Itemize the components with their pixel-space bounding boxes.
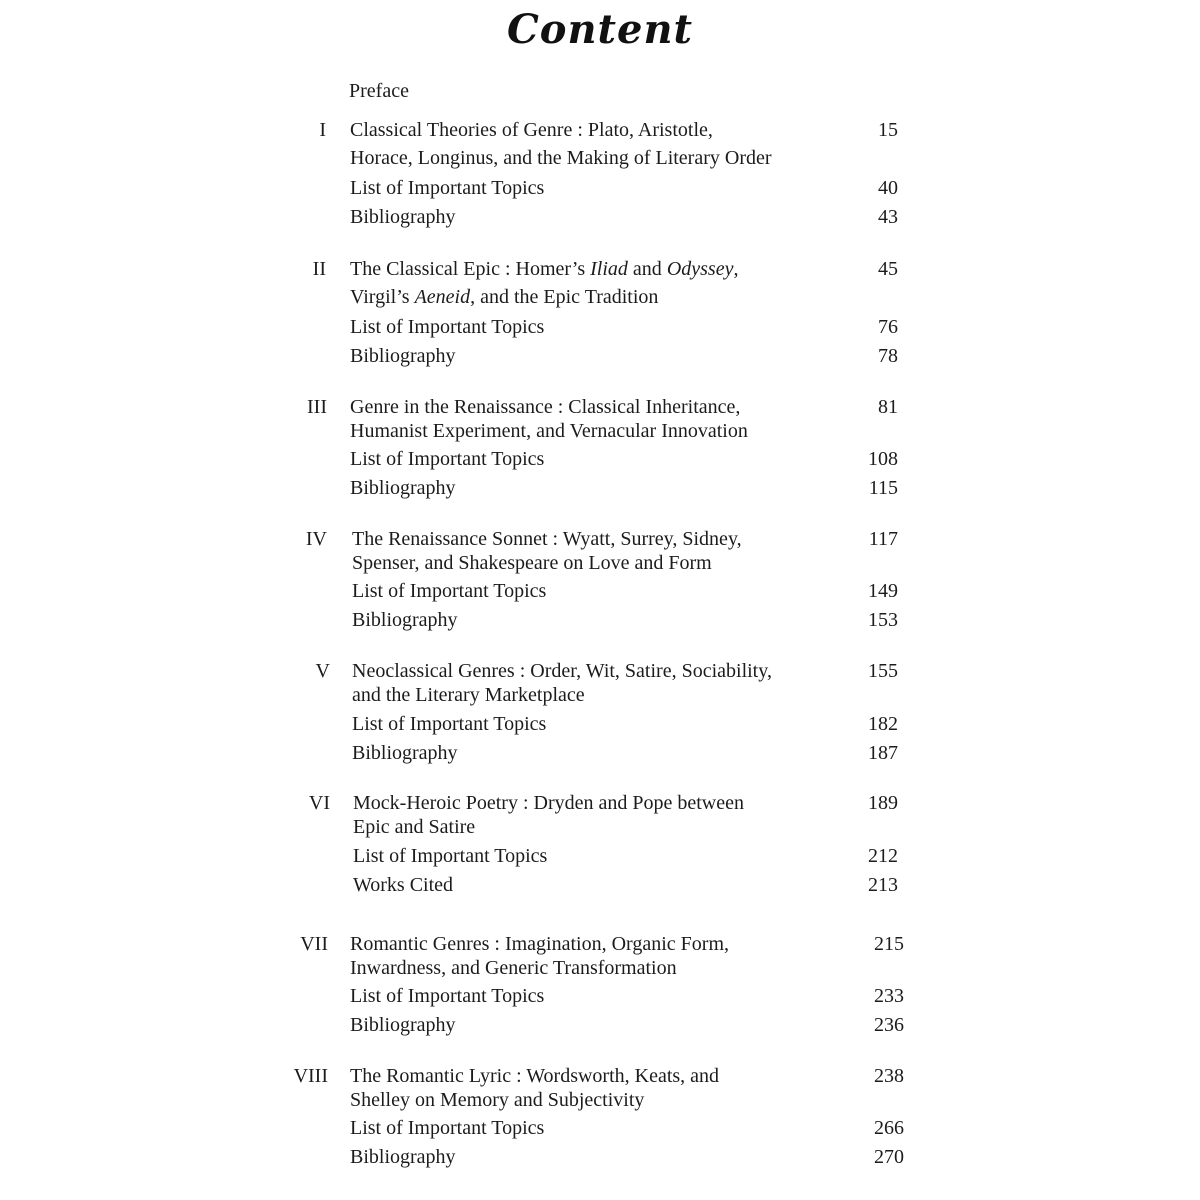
bibliography-row: [0, 344, 1200, 368]
chapter-title-line: Epic and Satire: [353, 816, 476, 838]
chapter-number: III: [307, 396, 327, 418]
chapter-number: VII: [300, 933, 328, 955]
chapter-title-line: Spenser, and Shakespeare on Love and Form: [352, 552, 712, 574]
list-of-topics-row: [0, 579, 1200, 603]
sub-entry-page: 78: [878, 345, 898, 367]
sub-entry-page: 108: [868, 448, 898, 470]
bibliography-row: [0, 476, 1200, 500]
chapter-title: [353, 791, 843, 839]
chapter-page-number: 117: [868, 528, 898, 550]
chapter-title: [350, 1064, 840, 1112]
chapter-title-line: Inwardness, and Generic Transformation: [350, 957, 677, 979]
sub-entry-label: Bibliography: [350, 345, 456, 367]
sub-entry-label: Bibliography: [352, 609, 458, 631]
chapter-page-number: 15: [878, 119, 898, 141]
italic-title-aeneid: Aeneid: [414, 286, 471, 308]
sub-entry-label: List of Important Topics: [353, 845, 548, 867]
sub-entry-label: List of Important Topics: [350, 316, 545, 338]
sub-entry-label: Bibliography: [350, 477, 456, 499]
chapter-number: VI: [308, 792, 330, 814]
sub-entry-page: 182: [868, 713, 898, 735]
bibliography-row: [0, 741, 1200, 765]
chapter-number: II: [312, 258, 326, 280]
chapter-title: [352, 659, 842, 707]
chapter-title-line: Shelley on Memory and Subjectivity: [350, 1089, 645, 1111]
list-of-topics-row: [0, 712, 1200, 736]
sub-entry-page: 76: [878, 316, 898, 338]
chapter-title-line: Virgil’s Aeneid, and the Epic Tradition: [350, 286, 659, 308]
sub-entry-label: List of Important Topics: [350, 448, 545, 470]
sub-entry-page: 212: [868, 845, 898, 867]
chapter-page-number: 155: [868, 660, 898, 682]
sub-entry-label: List of Important Topics: [352, 713, 547, 735]
chapter-page-number: 45: [878, 258, 898, 280]
sub-entry-page: 266: [874, 1117, 904, 1139]
sub-entry-page: 115: [868, 477, 898, 499]
chapter-title: [352, 527, 842, 575]
chapter-title: [350, 932, 840, 980]
chapter-entry-6: [0, 791, 1200, 901]
chapter-title-line: and the Literary Marketplace: [352, 684, 585, 706]
list-of-topics-row: [0, 315, 1200, 339]
chapter-page-number: 81: [878, 396, 898, 418]
sub-entry-label: List of Important Topics: [350, 985, 545, 1007]
chapter-title-line: Neoclassical Genres : Order, Wit, Satire, Sociability,: [352, 660, 772, 682]
list-of-topics-row: [0, 984, 1200, 1008]
sub-entry-page: 213: [868, 874, 898, 896]
sub-entry-page: 233: [874, 985, 904, 1007]
bibliography-row: [0, 1013, 1200, 1037]
chapter-entry-7: [0, 932, 1200, 1042]
sub-entry-page: 149: [868, 580, 898, 602]
page-title: Content: [506, 6, 694, 53]
sub-entry-label: Bibliography: [350, 206, 456, 228]
italic-title-odyssey: Odyssey: [666, 258, 734, 280]
chapter-number: V: [315, 660, 330, 682]
chapter-entry-1: [0, 118, 1200, 228]
works-cited-row: [0, 873, 1200, 897]
sub-entry-label: List of Important Topics: [350, 177, 545, 199]
chapter-page-number: 215: [874, 933, 904, 955]
list-of-topics-row: [0, 1116, 1200, 1140]
chapter-title-line: Mock-Heroic Poetry : Dryden and Pope between: [353, 792, 744, 814]
chapter-title: [350, 118, 840, 170]
list-of-topics-row: [0, 176, 1200, 200]
chapter-title: [350, 257, 840, 309]
sub-entry-page: 153: [868, 609, 898, 631]
sub-entry-label: Bibliography: [350, 1014, 456, 1036]
chapter-title-line: Classical Theories of Genre : Plato, Aristotle,: [350, 119, 713, 141]
chapter-title-line: The Romantic Lyric : Wordsworth, Keats, and: [350, 1065, 720, 1087]
bibliography-row: [0, 1145, 1200, 1169]
chapter-title-line: Humanist Experiment, and Vernacular Innovation: [350, 420, 748, 442]
chapter-title-line: Romantic Genres : Imagination, Organic Form,: [350, 933, 729, 955]
list-of-topics-row: [0, 447, 1200, 471]
chapter-title-line: The Classical Epic : Homer’s Iliad and Odyssey,: [350, 258, 739, 280]
sub-entry-label: Bibliography: [352, 742, 458, 764]
chapter-entry-2: [0, 257, 1200, 367]
chapter-title: [350, 395, 840, 443]
chapter-number: IV: [305, 528, 327, 550]
chapter-entry-8: [0, 1064, 1200, 1174]
preface-entry: Preface: [349, 80, 409, 102]
sub-entry-label: List of Important Topics: [350, 1117, 545, 1139]
bibliography-row: [0, 205, 1200, 229]
sub-entry-label: Bibliography: [350, 1146, 456, 1168]
chapter-page-number: 238: [874, 1065, 904, 1087]
chapter-title-line: Horace, Longinus, and the Making of Literary Order: [350, 147, 772, 169]
chapter-page-number: 189: [868, 792, 898, 814]
sub-entry-page: 236: [874, 1014, 904, 1036]
chapter-title-line: The Renaissance Sonnet : Wyatt, Surrey, Sidney,: [352, 528, 742, 550]
sub-entry-page: 43: [878, 206, 898, 228]
bibliography-row: [0, 608, 1200, 632]
list-of-topics-row: [0, 844, 1200, 868]
chapter-entry-3: [0, 395, 1200, 505]
sub-entry-label: List of Important Topics: [352, 580, 547, 602]
sub-entry-page: 40: [878, 177, 898, 199]
chapter-entry-4: [0, 527, 1200, 637]
chapter-title-line: Genre in the Renaissance : Classical Inheritance,: [350, 396, 741, 418]
sub-entry-page: 187: [868, 742, 898, 764]
chapter-entry-5: [0, 659, 1200, 769]
chapter-number: I: [319, 119, 326, 141]
sub-entry-page: 270: [874, 1146, 904, 1168]
sub-entry-label: Works Cited: [353, 874, 454, 896]
italic-title-iliad: Iliad: [590, 258, 628, 280]
chapter-number: VIII: [293, 1065, 328, 1087]
